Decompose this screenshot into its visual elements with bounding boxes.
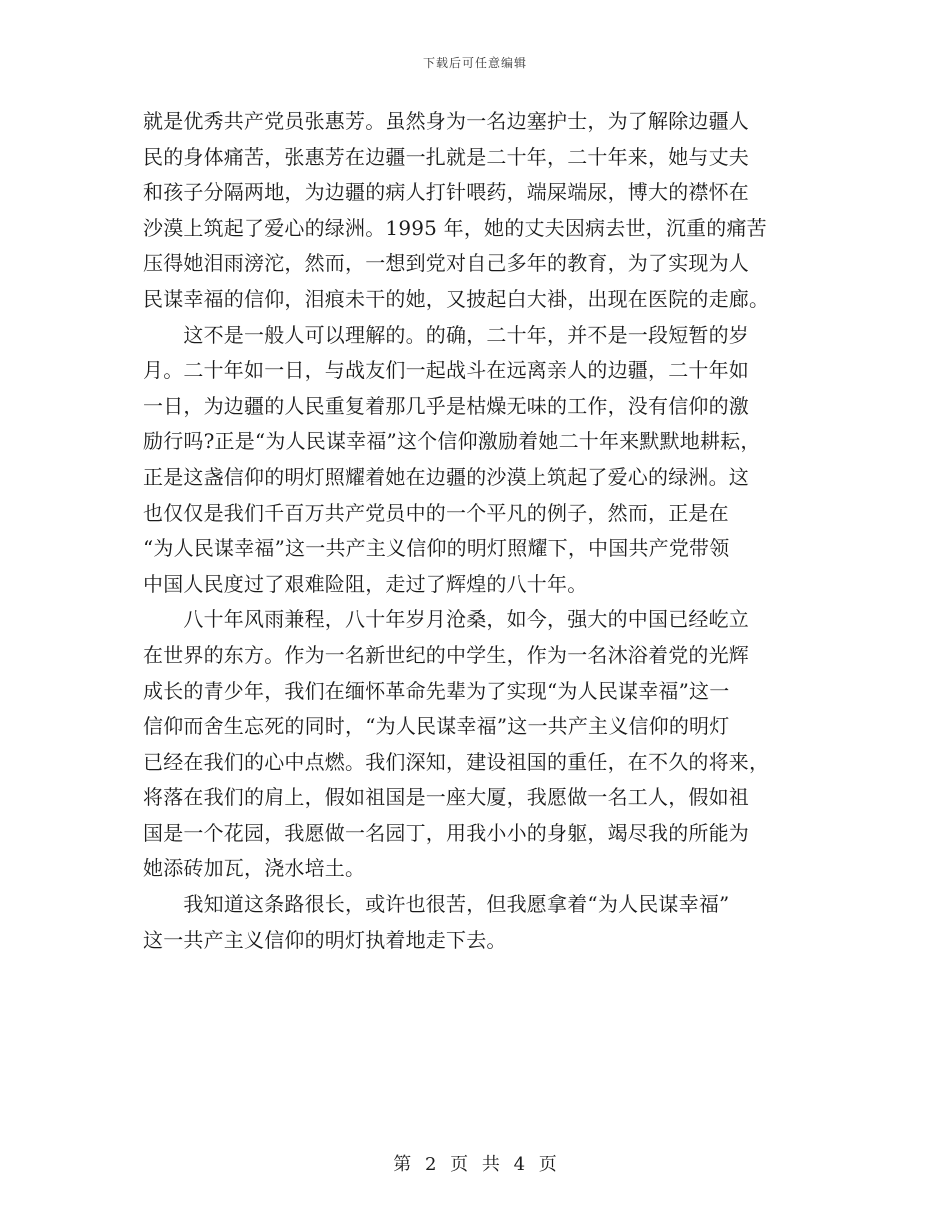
text-line: 国是一个花园，我愿做一名园丁，用我小小的身躯，竭尽我的所能为: [143, 820, 749, 845]
text-line: 民的身体痛苦，张惠芳在边疆一扎就是二十年，二十年来，她与丈夫: [143, 144, 749, 169]
text-line: 民谋幸福的信仰，泪痕未干的她，又披起白大褂，出现在医院的走廊。: [143, 286, 770, 311]
page-number-footer: 第 2 页 共 4 页: [393, 1154, 557, 1175]
text-line: 已经在我们的心中点燃。我们深知，建设祖国的重任，在不久的将来，: [143, 749, 770, 774]
text-line: “为人民谋幸福”这一共产主义信仰的明灯照耀下，中国共产党带领: [143, 536, 730, 561]
text-line: 励行吗?正是“为人民谋幸福”这个信仰激励着她二十年来默默地耕耘，: [143, 429, 761, 454]
text-line: 沙漠上筑起了爱心的绿洲。1995 年，她的丈夫因病去世，沉重的痛苦: [143, 215, 767, 240]
text-line: 月。二十年如一日，与战友们一起战斗在远离亲人的边疆，二十年如: [143, 358, 749, 383]
text-line: 和孩子分隔两地，为边疆的病人打针喂药，端屎端尿，博大的襟怀在: [143, 180, 749, 205]
text-line: 信仰而舍生忘死的同时，“为人民谋幸福”这一共产主义信仰的明灯: [143, 714, 730, 739]
text-line: 这一共产主义信仰的明灯执着地走下去。: [143, 927, 507, 952]
text-line: 就是优秀共产党员张惠芳。虽然身为一名边塞护士，为了解除边疆人: [143, 109, 749, 133]
text-line: 这不是一般人可以理解的。的确，二十年，并不是一段短暂的岁: [143, 322, 749, 347]
text-line: 一日，为边疆的人民重复着那几乎是枯燥无味的工作，没有信仰的激: [143, 393, 749, 418]
document-body: [143, 104, 811, 958]
text-line: 压得她泪雨滂沱，然而，一想到党对自己多年的教育，为了实现为人: [143, 251, 749, 276]
text-line: 也仅仅是我们千百万共产党员中的一个平凡的例子，然而，正是在: [143, 500, 729, 525]
text-line: 成长的青少年，我们在缅怀革命先辈为了实现“为人民谋幸福”这一: [143, 678, 730, 703]
text-line: 中国人民度过了艰难险阻，走过了辉煌的八十年。: [143, 571, 588, 596]
text-line: 她添砖加瓦，浇水培土。: [143, 856, 366, 881]
page-header: 下载后可任意编辑: [422, 56, 527, 70]
text-line: 我知道这条路很长，或许也很苦，但我愿拿着“为人民谋幸福”: [143, 892, 730, 917]
text-line: 在世界的东方。作为一名新世纪的中学生，作为一名沐浴着党的光辉: [143, 642, 749, 667]
text-line: 正是这盏信仰的明灯照耀着她在边疆的沙漠上筑起了爱心的绿洲。这: [143, 464, 749, 489]
text-line: 将落在我们的肩上，假如祖国是一座大厦，我愿做一名工人，假如祖: [143, 785, 749, 810]
text-line: 八十年风雨兼程，八十年岁月沧桑，如今，强大的中国已经屹立: [143, 607, 749, 632]
